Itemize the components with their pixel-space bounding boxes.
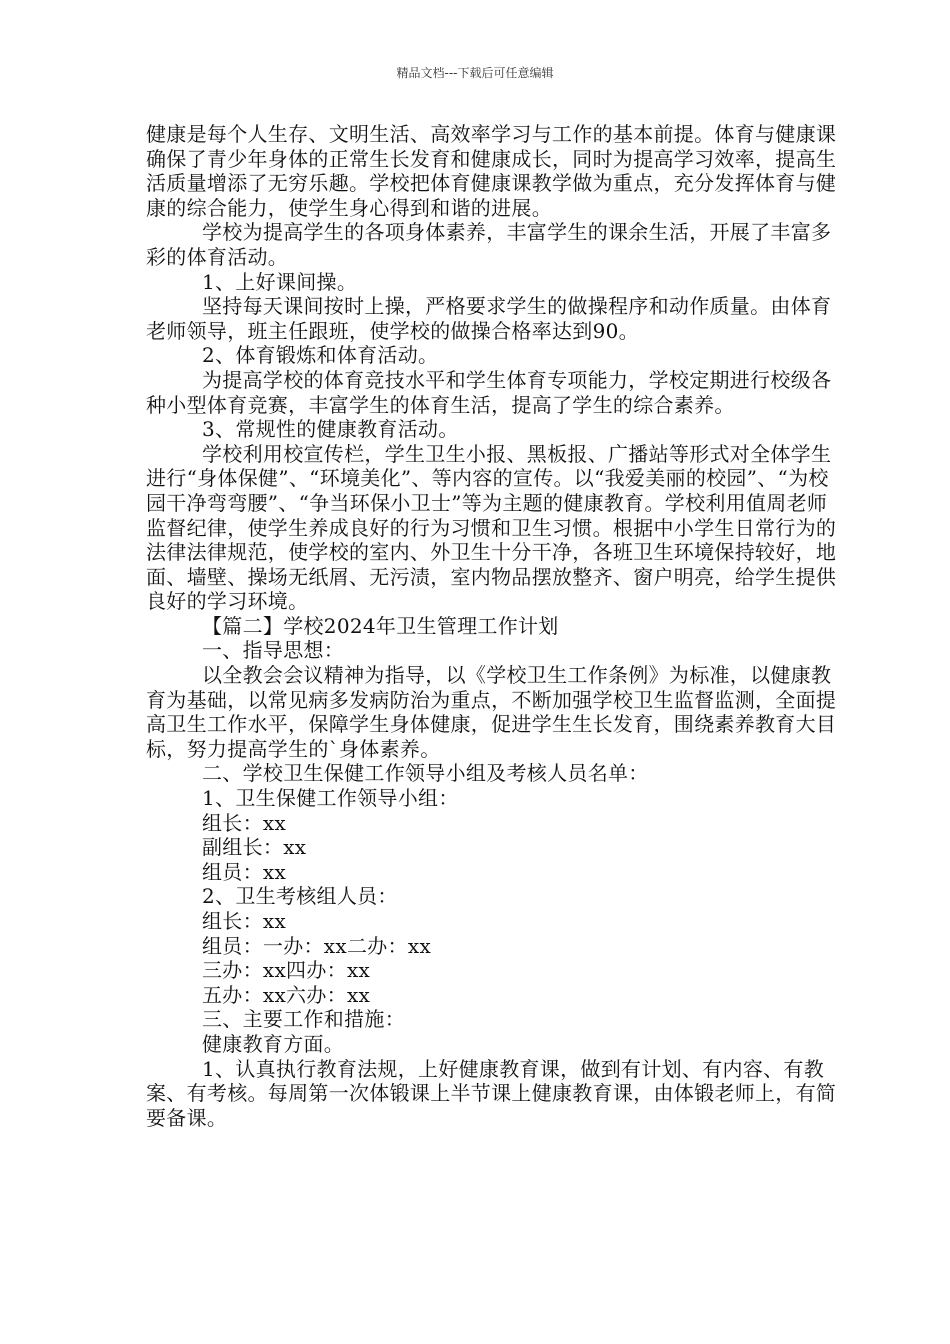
heading-health-education-aspect: 健康教育方面。 [202, 1031, 345, 1056]
heading-exercise: 1、上好课间操。 [202, 269, 358, 294]
list-item-offices-three-four: 三办：xx四办：xx [202, 958, 371, 983]
paragraph-activities: 学校为提高学生的各项身体素养，丰富学生的课余生活，开展了丰富多彩的体育活动。 [146, 220, 832, 269]
heading-health-education: 3、常规性的健康教育活动。 [202, 417, 459, 442]
paragraph-exercise: 坚持每天课间按时上操，严格要求学生的做操程序和动作质量。由体育老师领导，班主任跟班，使学校的做操合格率达到90。 [146, 294, 832, 343]
paragraph-health-education: 学校利用校宣传栏，学生卫生小报、黑板报、广播站等形式对全体学生进行“身体保健”、“环境美化”、等内容的宣传。以“我爱美丽的校园”、“为校园干净弯弯腰”、“争当环保小卫士”等为主题的健康教育。学校利用值周老师监督纪律，使学生养成良好的行为习惯和卫生习惯。根据中小学生日常行为的法律法律规范，使学校的室内、外卫生十分干净，各班卫生环境保持较好，地面、墙壁、操场无纸屑、无污渍，室内物品摆放整齐、窗户明亮，给学生提供良好的学习环境。 [146, 441, 837, 614]
heading-sports: 2、体育锻炼和体育活动。 [202, 343, 439, 368]
list-item-leader: 组长：xx [202, 810, 287, 835]
page-header: 精品文档---下载后可任意编辑 [396, 66, 554, 80]
heading-leadership-group: 二、学校卫生保健工作领导小组及考核人员名单： [202, 761, 649, 786]
document-body [146, 122, 846, 1130]
heading-assessment-group: 2、卫生考核组人员： [202, 884, 398, 909]
heading-main-work: 三、主要工作和措施： [202, 1007, 405, 1032]
heading-guiding-ideology: 一、指导思想： [202, 638, 345, 663]
paragraph-intro: 健康是每个人生存、文明生活、高效率学习与工作的基本前提。体育与健康课确保了青少年身体的正常生长发育和健康成长，同时为提高学习效率，提高生活质量增添了无穷乐趣。学校把体育健康课教学做为重点，充分发挥体育与健康的综合能力，使学生身心得到和谐的进展。 [146, 122, 837, 220]
heading-leadership-subgroup: 1、卫生保健工作领导小组： [202, 786, 459, 811]
list-item-offices-five-six: 五办：xx六办：xx [202, 982, 371, 1007]
list-item-assessment-leader: 组长：xx [202, 909, 287, 933]
paragraph-guiding-ideology: 以全教会会议精神为指导，以《学校卫生工作条例》为标准，以健康教育为基础，以常见病多发病防治为重点，不断加强学校卫生监督监测，全面提高卫生工作水平，保障学生身体健康，促进学生生长发育，围绕素养教育大目标，努力提高学生的`身体素养。 [146, 663, 837, 761]
paragraph-sports: 为提高学校的体育竞技水平和学生体育专项能力，学校定期进行校级各种小型体育竞赛，丰富学生的体育生活，提高了学生的综合素养。 [146, 367, 832, 417]
section-title-part-two: 【篇二】学校2024年卫生管理工作计划 [202, 613, 559, 638]
list-item-members: 组员：xx [202, 859, 287, 884]
list-item-deputy-leader: 副组长：xx [202, 835, 307, 860]
paragraph-health-education-classes: 1、认真执行教育法规，上好健康教育课，做到有计划、有内容、有教案、有考核。每周第一次体锻课上半节课上健康教育课，由体锻老师上，有简要备课。 [146, 1056, 837, 1130]
list-item-assessment-members: 组员：一办：xx二办：xx [202, 933, 432, 958]
